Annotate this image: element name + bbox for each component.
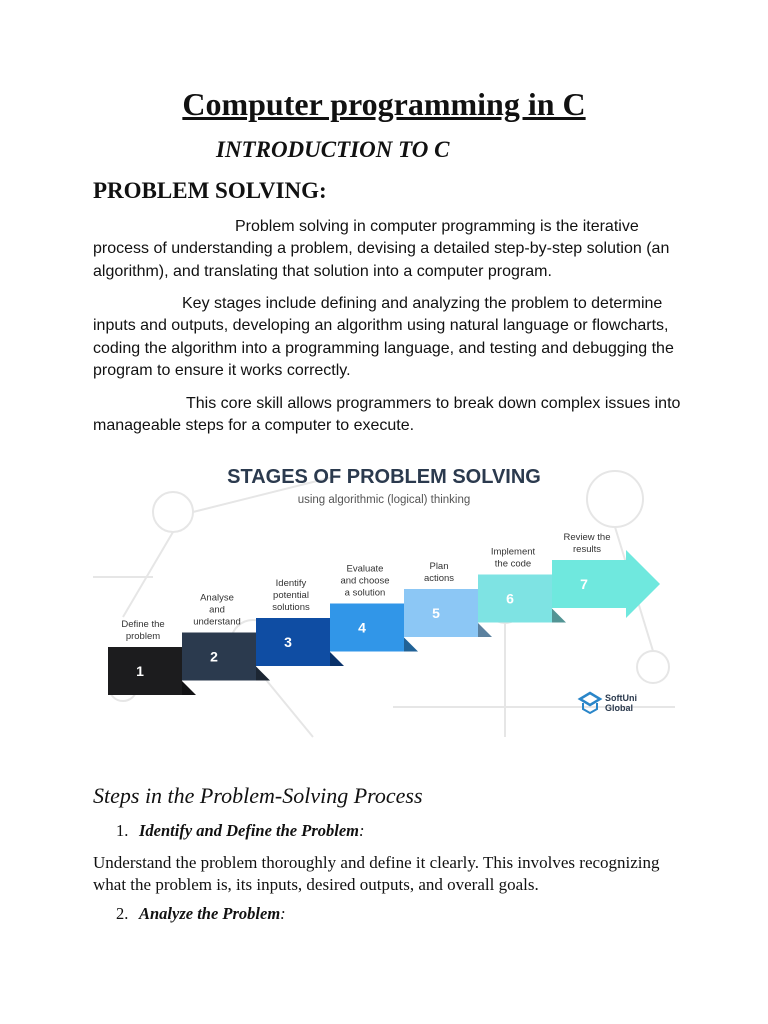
stage-label-2: Analyse (200, 592, 234, 604)
stage-label-2: understand (193, 616, 241, 628)
stage-number-3: 3 (284, 634, 292, 650)
document-subtitle: INTRODUCTION TO C (216, 137, 450, 162)
infographic-subtitle: using algorithmic (logical) thinking (297, 494, 471, 506)
softuni-logo-text-1: SoftUni (605, 693, 637, 703)
stage-label-7: results (573, 544, 601, 555)
step-item-number: 2. (116, 904, 129, 923)
paragraph-3: This core skill allows programmers to break down complex issues into manageable steps for a computer to execute. (93, 395, 681, 435)
section-heading: PROBLEM SOLVING: (93, 178, 327, 203)
step-item-number: 1. (116, 821, 129, 840)
stage-label-6: the code (494, 558, 532, 570)
stage-block-6 (478, 575, 552, 623)
step-item-1-body: Understand the problem thoroughly and define it clearly. This involves recognizing what the problem is, its inputs, desired outputs, and overall goals. (93, 853, 660, 894)
stage-number-6: 6 (506, 590, 514, 607)
stage-number-4: 4 (358, 619, 366, 636)
stage-label-7: Review the (563, 532, 611, 543)
stage-block-4 (330, 604, 404, 652)
step-item-suffix: : (358, 821, 365, 840)
stage-label-5: actions (423, 573, 455, 584)
stage-label-2: and (209, 604, 225, 616)
stage-label-3: potential (273, 590, 309, 601)
stage-number-2: 2 (210, 648, 218, 665)
stage-label-1: Define the (121, 619, 165, 630)
document-title: Computer programming in C (182, 86, 586, 122)
softuni-logo-text-2: Global (605, 703, 634, 713)
stage-number-5: 5 (432, 605, 440, 621)
stage-number-1: 1 (136, 663, 144, 679)
paragraph-2: Key stages include defining and analyzing the problem to determine inputs and outputs, developing an algorithm using natural language or flowcharts, coding the algorithm into a programming language, and testing and debugging the program to ensure it works correctly. (93, 295, 674, 379)
stage-block-5 (404, 589, 478, 637)
stage-label-4: and choose (340, 575, 390, 587)
infographic-title: STAGES OF PROBLEM SOLVING (227, 466, 541, 488)
stages-infographic (93, 437, 675, 747)
stage-label-1: problem (125, 631, 161, 642)
step-item-2 (116, 904, 286, 924)
step-item-label: Identify and Define the Problem (139, 821, 359, 840)
stage-block-2 (182, 633, 256, 681)
stage-label-6: Implement (490, 546, 536, 558)
stage-label-4: a solution (344, 587, 386, 599)
step-item-suffix: : (280, 904, 286, 923)
stage-label-5: Plan (429, 561, 449, 572)
stage-label-4: Evaluate (346, 563, 384, 575)
stages-infographic-svg (93, 437, 675, 747)
paragraph-1: Problem solving in computer programming is the iterative process of understanding a problem, devising a detailed step-by-step solution (an algorithm), and translating that solution into a computer program. (93, 218, 670, 280)
stage-label-3: solutions (272, 602, 310, 613)
stage-number-7: 7 (580, 576, 588, 592)
stage-label-3: Identify (275, 578, 307, 589)
stage-block-1 (108, 647, 182, 695)
steps-section-title: Steps in the Problem-Solving Process (93, 783, 423, 808)
stage-block-3 (256, 618, 330, 666)
step-item-1 (116, 821, 364, 841)
step-item-label: Analyze the Problem (139, 904, 281, 923)
